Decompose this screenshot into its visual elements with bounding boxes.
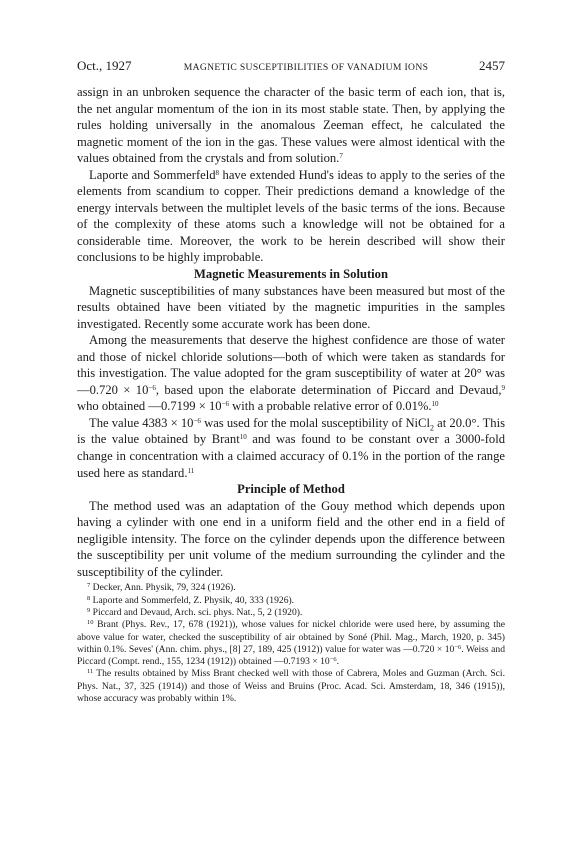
footnote-text: The results obtained by Miss Brant checked well with those of Cabrera, Moles and Guzman (Arch. Sci. Phys. Nat., 37, 325 (1914)) and those of Weiss and Bruins (Proc. Acad. Sci. Amsterdam, 18, 346 (1915)), whose accuracy was probably within 1%. — [77, 668, 505, 705]
footnote-text: Laporte and Sommerfeld, Z. Physik, 40, 333 (1926). — [90, 594, 295, 606]
header-title: MAGNETIC SUSCEPTIBILITIES OF VANADIUM IONS — [183, 62, 429, 73]
paragraph-text: with a probable relative error of 0.01%. — [229, 399, 432, 414]
exponent: −6 — [454, 643, 462, 651]
paragraph-gouy-method: The method used was an adaptation of the Gouy method which depends upon having a cylinder with one end in a uniform field and the other end in a field of negligible intensity. The force on the cylinder depends upon the difference between the susceptibility per unit volume of the medium surrounding the cylinder and the susceptibility of the cylinder. — [77, 498, 505, 579]
paragraph-text: was used for the molal susceptibility of NiCl — [200, 415, 430, 430]
exponent: −6 — [221, 400, 230, 409]
footnote-ref: 8 — [215, 168, 220, 177]
footnote-8 — [77, 595, 505, 607]
footnote-text: Brant (Phys. Rev., 17, 678 (1921)), whose values for nickel chloride were used here, by assuming the above value for water, checked the susceptibility of air obtained by Soné (Phil. Mag., March, 1920, p. 345) within 0.1%. Seves' (Ann. chim. phys., [8] 27, 189, 425 (1912)) value for water was —0.720 × 10 — [77, 619, 505, 655]
paragraph-text: who obtained —0.7199 × 10 — [77, 399, 222, 414]
subscript: 2 — [429, 423, 434, 433]
paragraph-text: Laporte and Sommerfeld — [89, 167, 216, 182]
paragraph-text: , based upon the elaborate determination of Piccard and Devaud, — [155, 382, 502, 397]
footnote-number: 9 — [87, 607, 91, 614]
section-heading-method: Principle of Method — [237, 482, 345, 497]
page-number: 2457 — [479, 58, 505, 73]
footnote-10 — [77, 619, 505, 668]
footnote-9 — [77, 607, 505, 619]
exponent: −6 — [148, 383, 156, 392]
footnote-ref: 10 — [431, 400, 439, 409]
paragraph-text: Among the measurements that deserve the highest confidence are those of water and those of nickel chloride solutions—both of which were taken as standards for this investigation. The value adopted for the gram susceptibility of water at 20° was —0.720 × 10 — [77, 333, 505, 397]
footnote-ref: 7 — [339, 152, 343, 161]
section-heading-measurements: Magnetic Measurements in Solution — [194, 267, 388, 282]
footnotes — [77, 582, 505, 705]
footnote-11 — [77, 668, 505, 705]
exponent: −6 — [329, 656, 337, 664]
footnote-number: 8 — [87, 594, 91, 602]
paragraph-nickel-chloride — [77, 415, 505, 481]
footnote-ref: 11 — [187, 466, 195, 475]
paragraph-text: assign in an unbroken sequence the character of the basic term of each ion, that is, the net angular momentum of the ion in its most stable state. Then, by applying the rules holding universally in the anomalous Zeeman effect, he calculated the magnetic moment of the ion in the gas. These values were almost identical with the values obtained from the crystals and from solution. — [77, 85, 505, 166]
paragraph-text: have extended Hund's ideas to apply to the series of the elements from scandium to copper. Their predictions demand a knowledge of the energy intervals between the multiplet levels of the basic terms of the ions. Because of the complexity of these atoms such a knowledge will not be obtained for a considerable time. Moreover, the work to be herein described will show their conclusions to be highly improbable. — [77, 167, 505, 265]
footnote-text: Decker, Ann. Physik, 79, 324 (1926). — [90, 582, 236, 594]
article-body — [77, 84, 505, 705]
footnote-7 — [77, 582, 505, 594]
paragraph-laporte — [77, 167, 505, 266]
paragraph-standards — [77, 332, 505, 415]
exponent: −6 — [193, 416, 201, 425]
footnote-number: 10 — [87, 619, 94, 627]
paragraph-text: at 20.0°. This is the value obtained by Brant — [77, 415, 505, 447]
footnote-number: 7 — [87, 582, 91, 590]
footnote-text: . Weiss and Piccard (Compt. rend., 155, 1234 (1912)) obtained —0.7193 × 10 — [77, 643, 505, 668]
footnote-ref: 9 — [501, 383, 505, 392]
paragraph-text: and was found to be constant over a 3000-fold change in concentration with a claimed accuracy of 0.1% in the portion of the range used here as standard. — [77, 432, 505, 480]
header-date: Oct., 1927 — [77, 58, 132, 73]
footnote-number: 11 — [87, 668, 94, 676]
footnote-text: . — [336, 656, 340, 668]
paragraph-continuation — [77, 84, 505, 167]
paragraph-text: The value 4383 × 10 — [89, 415, 194, 430]
footnote-ref: 10 — [239, 433, 247, 442]
running-header — [77, 58, 505, 76]
footnote-text: Piccard and Devaud, Arch. sci. phys. Nat., 5, 2 (1920). — [90, 607, 303, 618]
paragraph-susceptibilities: Magnetic susceptibilities of many substances have been measured but most of the results obtained have been vitiated by the magnetic impurities in the samples investigated. Recently some accurate work has been done. — [77, 283, 505, 331]
